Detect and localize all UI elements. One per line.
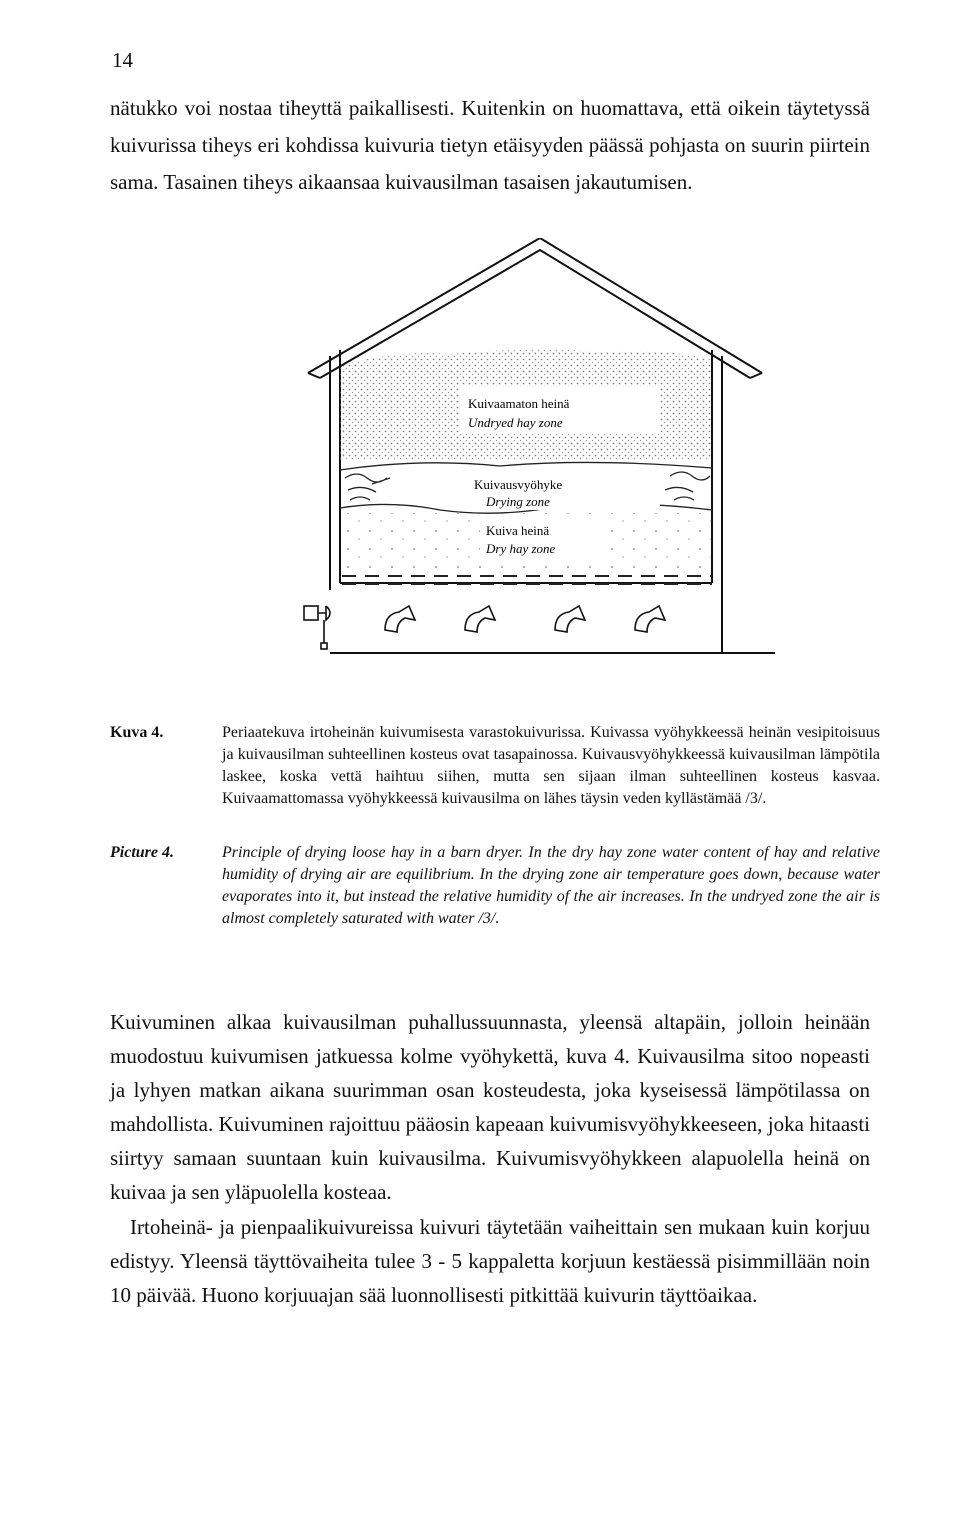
airflow-arrow-icons <box>385 606 665 632</box>
caption-text-fi: Periaatekuva irtoheinän kuivumisesta varastokuivurissa. Kuivassa vyöhykkeessä heinän vesipitoisuus ja kuivausilman suhteellinen kosteus ovat tasapainossa. Kuivausvyöhykkeessä kuivausilman lämpötila laskee, koska vettä haihtuu siihen, mutta sen sijaan ilman suhteellinen kosteus kasvaa. Kuivaamattomassa vyöhykkeessä kuivausilma on lähes täysin veden kyllästämää /3/. <box>222 724 880 807</box>
undried-label-fi: Kuivaamaton heinä <box>468 396 570 411</box>
drying-label-fi: Kuivausvyöhyke <box>474 477 563 492</box>
fan-icon <box>304 606 330 649</box>
intro-paragraph: nätukko voi nostaa tiheyttä paikallisesti. Kuitenkin on huomattava, että oikein täytetyssä kuivurissa tiheys eri kohdissa kuivuria tietyn etäisyyden päässä pohjasta on suurin piirtein sama. Tasainen tiheys aikaansaa kuivausilman tasaisen jakautumisen. <box>110 96 870 194</box>
caption-text-en: Principle of drying loose hay in a barn dryer. In the dry hay zone water content of hay and relative humidity of drying air are equilibrium. In the drying zone air temperature goes down, because water evaporates into it, but instead the relative humidity of the air increases. In the undryed zone the air is almost completely saturated with water /3/. <box>222 844 880 927</box>
body-paragraph-2: Kuivuminen alkaa kuivausilman puhallussuunnasta, yleensä altapäin, jolloin heinään muodostuu kuivumisen jatkuessa kolme vyöhykettä, kuva 4. Kuivausilma sitoo nopeasti ja lyhyen matkan aikana suurimman osan kosteudesta, joka kyseisessä lämpötilassa on mahdollista. Kuivuminen rajoittuu pääosin kapeaan kuivumisvyöhykkeeseen, joka hitaasti siirtyy samaan suuntaan kuin kuivausilma. Kuivumisvyöhykkeen alapuolella heinä on kuivaa ja sen yläpuolella kosteaa. <box>110 1010 870 1204</box>
dry-label-en: Dry hay zone <box>486 541 556 556</box>
body-paragraph-3: Irtoheinä- ja pienpaalikuivureissa kuivuri täytetään vaiheittain sen mukaan kuin korjuu edistyy. Yleensä täyttövaiheita tulee 3 - 5 kappaletta korjuun kestäessä pisimmillään noin 10 päivää. Huono korjuuajan sää luonnollisesti pitkittää kuivurin täyttöaikaa. <box>110 1215 870 1307</box>
dry-label-fi: Kuiva heinä <box>486 523 550 538</box>
undried-label-en: Undryed hay zone <box>468 415 563 430</box>
page-number: 14 <box>112 48 133 72</box>
hay-dryer-figure <box>300 238 800 668</box>
drying-label-en: Drying zone <box>486 494 550 509</box>
hay-dryer-diagram <box>300 238 800 668</box>
caption-label-fi: Kuva 4. <box>110 724 164 741</box>
caption-label-en: Picture 4. <box>110 844 174 861</box>
